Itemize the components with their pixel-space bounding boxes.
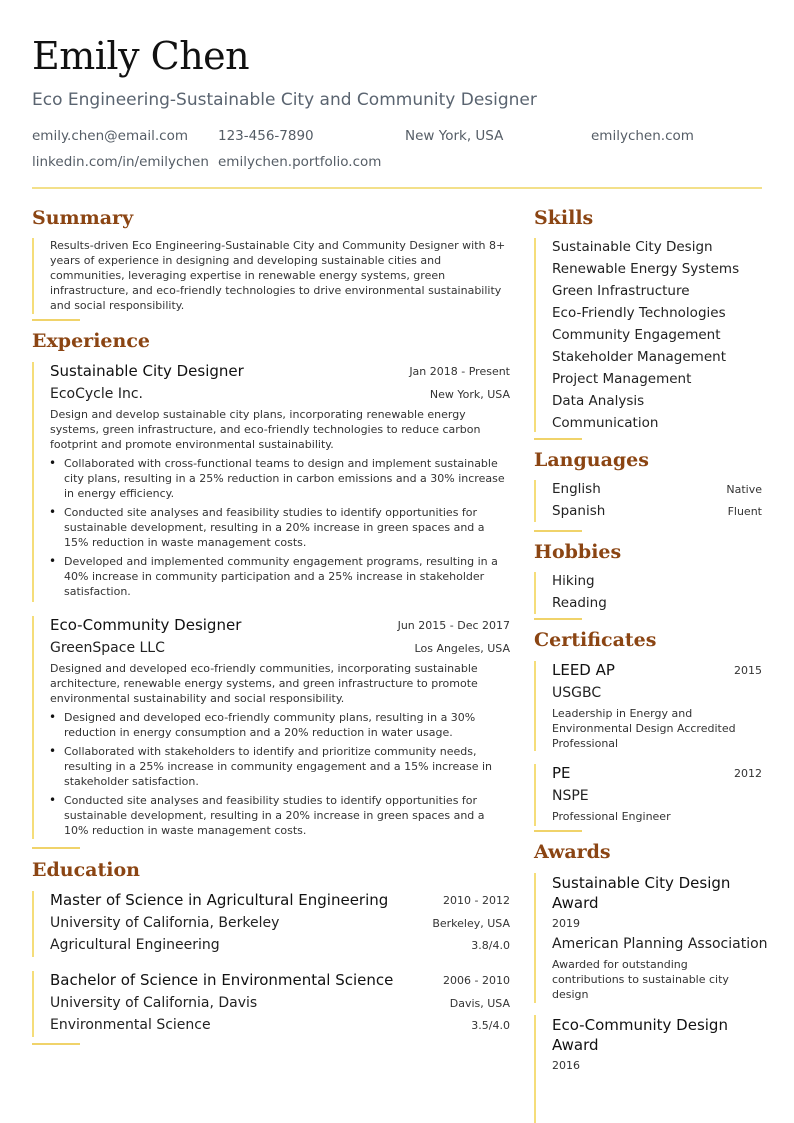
job-1-company: EcoCycle Inc. <box>50 386 143 402</box>
language-level: Fluent <box>727 505 762 518</box>
certificates-title: Certificates <box>534 629 657 651</box>
award-2-name: Eco-Community Design Award <box>552 1016 728 1054</box>
contact-email[interactable]: emily.chen@email.com <box>32 128 189 144</box>
bullet-dot: • <box>49 744 57 758</box>
edu-2-dates: 2006 - 2010 <box>443 974 510 987</box>
award-1-name: Sustainable City Design Award <box>552 874 731 912</box>
awards-title: Awards <box>534 841 611 863</box>
skill-item: Communication <box>552 415 659 431</box>
education-divider <box>32 1043 80 1045</box>
cert-1-issuer: USGBC <box>552 685 602 701</box>
cert-1-name: LEED AP <box>552 661 615 679</box>
award-1-issuer: American Planning Association <box>552 936 768 952</box>
job-2-location: Los Angeles, USA <box>414 642 510 655</box>
cert-2-year: 2012 <box>734 767 762 780</box>
job-2-accent-bar <box>32 616 34 839</box>
skill-item: Sustainable City Design <box>552 239 713 255</box>
skill-item: Eco-Friendly Technologies <box>552 305 726 321</box>
summary-divider <box>32 319 80 321</box>
edu-1-school: University of California, Berkeley <box>50 915 280 931</box>
award-1-accent-bar <box>534 873 536 1003</box>
bullet-dot: • <box>49 505 57 519</box>
hobby-item: Reading <box>552 595 607 611</box>
skills-title: Skills <box>534 207 594 229</box>
experience-divider <box>32 847 80 849</box>
job-2-dates: Jun 2015 - Dec 2017 <box>397 619 510 632</box>
edu-1-degree: Master of Science in Agricultural Engineering <box>50 891 389 909</box>
certificates-divider <box>534 830 582 832</box>
cert-1-year: 2015 <box>734 664 762 677</box>
skill-item: Green Infrastructure <box>552 283 690 299</box>
hobbies-accent-bar <box>534 572 536 614</box>
edu-2-school: University of California, Davis <box>50 995 258 1011</box>
job-1-bullet-3: Developed and implemented community engagement programs, resulting in a 40% increase in community participation and a 25% increase in stakeholder satisfaction. <box>64 555 498 598</box>
skill-item: Data Analysis <box>552 393 645 409</box>
edu-2-gpa: 3.5/4.0 <box>471 1019 510 1032</box>
job-1-bullet-2: Conducted site analyses and feasibility studies to identify opportunities for sustainable development, resulting in a 20% increase in green spaces and a 15% reduction in waste management costs. <box>64 506 485 549</box>
bullet-dot: • <box>49 793 57 807</box>
hobby-item: Hiking <box>552 573 595 589</box>
hobbies-title: Hobbies <box>534 541 622 563</box>
edu-1-gpa: 3.8/4.0 <box>471 939 510 952</box>
skill-item: Community Engagement <box>552 327 721 343</box>
job-2-bullet-1: Designed and developed eco-friendly community plans, resulting in a 30% reduction in energy consumption and a 20% reduction in water usage. <box>64 711 476 739</box>
contact-portfolio[interactable]: emilychen.portfolio.com <box>218 154 382 170</box>
edu-2-degree: Bachelor of Science in Environmental Science <box>50 971 394 989</box>
job-2-company: GreenSpace LLC <box>50 640 165 656</box>
header-divider <box>32 187 762 189</box>
job-1-position: Sustainable City Designer <box>50 362 244 380</box>
bullet-dot: • <box>49 456 57 470</box>
summary-title: Summary <box>32 207 134 229</box>
edu-1-accent-bar <box>32 891 34 957</box>
languages-accent-bar <box>534 480 536 522</box>
bullet-dot: • <box>49 554 57 568</box>
contact-location: New York, USA <box>405 128 504 144</box>
cert-2-accent-bar <box>534 764 536 826</box>
contact-linkedin[interactable]: linkedin.com/in/emilychen <box>32 154 209 170</box>
cert-2-issuer: NSPE <box>552 788 589 804</box>
skills-accent-bar <box>534 238 536 432</box>
award-1-year: 2019 <box>552 917 580 930</box>
job-1-description: Design and develop sustainable city plans, incorporating renewable energy systems, green infrastructure, and eco-friendly technologies to reduce carbon footprint and promote environmental sustainability. <box>50 408 481 451</box>
education-title: Education <box>32 859 140 881</box>
job-2-bullet-2: Collaborated with stakeholders to identify and prioritize community needs, resulting in a 25% increase in community engagement and a 15% increase in stakeholder satisfaction. <box>64 745 492 788</box>
skill-item: Renewable Energy Systems <box>552 261 740 277</box>
edu-2-location: Davis, USA <box>449 997 510 1010</box>
job-2-bullet-3: Conducted site analyses and feasibility studies to identify opportunities for sustainable development, resulting in a 20% increase in green spaces and a 10% reduction in waste management costs. <box>64 794 485 837</box>
bullet-dot: • <box>49 710 57 724</box>
job-2-position: Eco-Community Designer <box>50 616 242 634</box>
languages-title: Languages <box>534 449 649 471</box>
cert-2-name: PE <box>552 764 571 782</box>
job-1-accent-bar <box>32 362 34 602</box>
hobbies-divider <box>534 618 582 620</box>
award-2-year: 2016 <box>552 1059 580 1072</box>
cert-2-description: Professional Engineer <box>552 810 671 823</box>
contact-phone[interactable]: 123-456-7890 <box>218 128 314 144</box>
job-1-location: New York, USA <box>429 388 510 401</box>
candidate-role: Eco Engineering-Sustainable City and Community Designer <box>32 90 537 110</box>
language-name: English <box>552 481 601 497</box>
skill-item: Project Management <box>552 371 692 387</box>
award-1-description: Awarded for outstanding contributions to sustainable city design <box>552 958 729 1001</box>
summary-accent-bar <box>32 238 34 314</box>
skill-item: Stakeholder Management <box>552 349 726 365</box>
edu-2-field: Environmental Science <box>50 1017 211 1033</box>
edu-1-dates: 2010 - 2012 <box>443 894 510 907</box>
edu-1-field: Agricultural Engineering <box>50 937 220 953</box>
edu-1-location: Berkeley, USA <box>432 917 510 930</box>
cert-1-description: Leadership in Energy and Environmental Design Accredited Professional <box>552 707 736 750</box>
candidate-name: Emily Chen <box>32 34 250 78</box>
skills-divider <box>534 438 582 440</box>
contact-website[interactable]: emilychen.com <box>591 128 694 144</box>
summary-text: Results-driven Eco Engineering-Sustainable City and Community Designer with 8+ years of experience in designing and developing sustainable cities and communities, leveraging expertise in renewable energy systems, green infrastructure, and eco-friendly technologies to drive environmental sustainability and social responsibility. <box>50 239 506 312</box>
award-2-accent-bar <box>534 1015 536 1123</box>
experience-title: Experience <box>32 330 150 352</box>
job-1-dates: Jan 2018 - Present <box>409 365 510 378</box>
job-1-bullet-1: Collaborated with cross-functional teams to design and implement sustainable city plans, resulting in a 25% reduction in carbon emissions and a 30% increase in energy efficiency. <box>64 457 505 500</box>
languages-divider <box>534 530 582 532</box>
edu-2-accent-bar <box>32 971 34 1037</box>
job-2-description: Designed and developed eco-friendly communities, incorporating sustainable architecture, renewable energy systems, and green infrastructure to promote environmental sustainability and social responsibility. <box>50 662 478 705</box>
language-name: Spanish <box>552 503 606 519</box>
cert-1-accent-bar <box>534 661 536 751</box>
language-level: Native <box>726 483 762 496</box>
